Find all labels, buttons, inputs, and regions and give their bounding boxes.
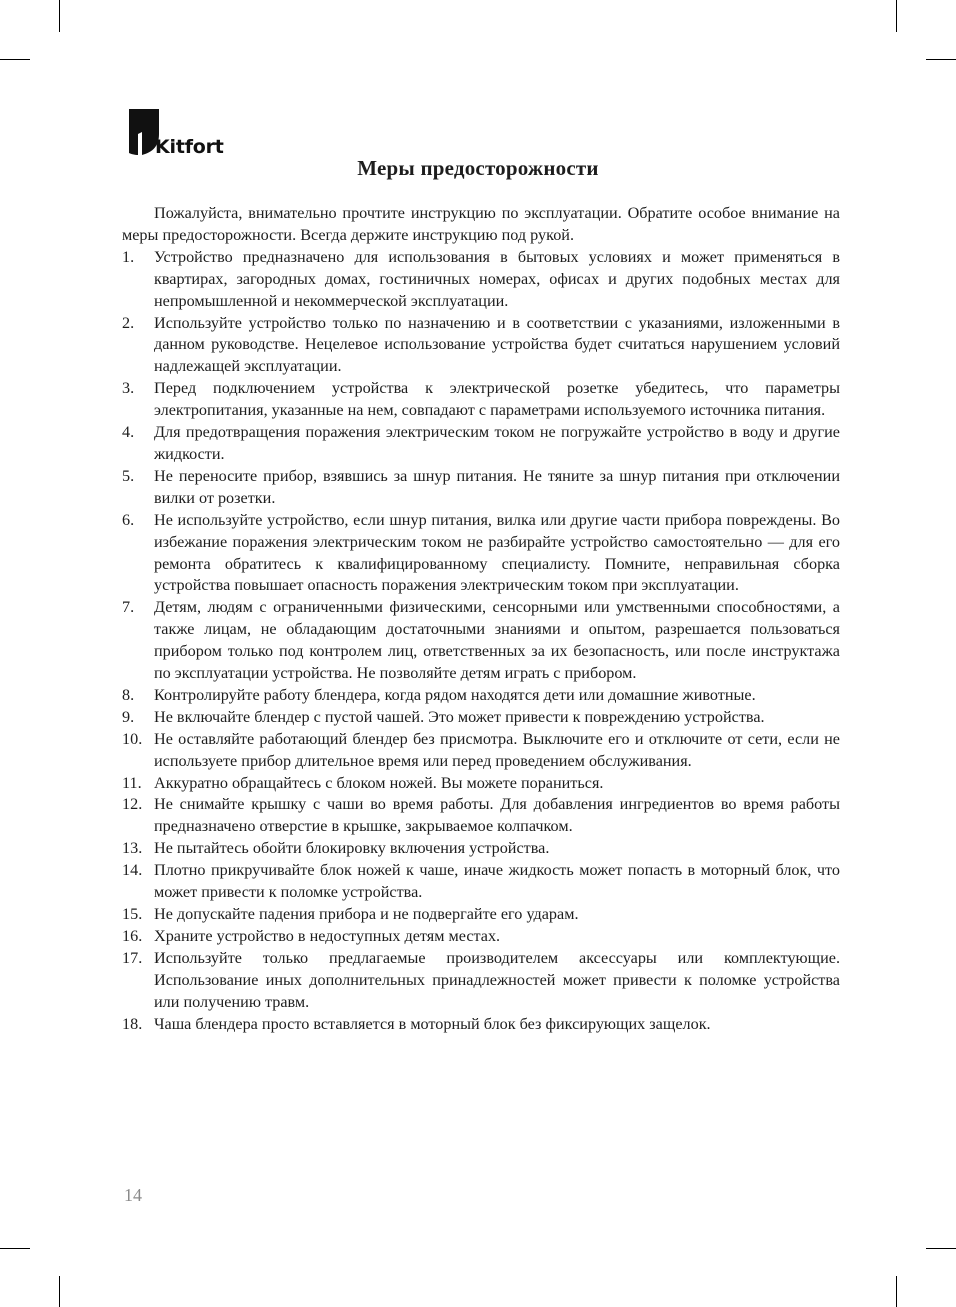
list-item: [122, 860, 840, 904]
item-number: 3.: [122, 379, 135, 398]
item-text: Аккуратно обращайтесь с блоком ножей. Вы можете пораниться.: [154, 773, 604, 792]
item-text: Не допускайте падения прибора и не подвергайте его ударам.: [154, 905, 579, 923]
page-number: 14: [124, 1185, 142, 1205]
list-item: [122, 794, 840, 838]
crop-mark-top-right-h: [926, 59, 956, 60]
crop-mark-bottom-right-v: [896, 1276, 897, 1307]
item-number: 17.: [122, 948, 143, 967]
item-text: Используйте устройство только по назначению и в соответствии с указаниями, изложенными в данном руководстве. Нецелевое использование устройства будет считаться нарушением условий надлежащей эксплуатации.: [154, 313, 840, 376]
item-text: Не снимайте крышку с чаши во время работы. Для добавления ингредиентов во время работы предназначено отверстие в крышке, закрываемое колпачком.: [154, 795, 840, 836]
item-number: 15.: [122, 905, 143, 923]
crop-mark-bottom-left-v: [59, 1276, 60, 1307]
item-number: 8.: [122, 685, 135, 704]
list-item: [122, 1014, 840, 1036]
list-item: [122, 904, 840, 926]
list-item: [122, 378, 840, 422]
precautions-list: [122, 247, 840, 1036]
list-item: [122, 597, 840, 685]
item-text: Перед подключением устройства к электрической розетке убедитесь, что параметры электропитания, указанные на нем, совпадают с параметрами используемого источника питания.: [154, 379, 840, 420]
item-text: Храните устройство в недоступных детям местах.: [154, 926, 501, 945]
crop-mark-top-left-h: [0, 59, 30, 60]
list-item: [122, 707, 840, 729]
list-item: [122, 926, 840, 948]
item-text: Плотно прикручивайте блок ножей к чаше, иначе жидкость может попасть в моторный блок, что может привести к поломке устройства.: [154, 861, 840, 902]
item-text: Контролируйте работу блендера, когда рядом находятся дети или домашние животные.: [154, 685, 756, 704]
list-item: [122, 948, 840, 1014]
crop-mark-top-right-v: [896, 0, 897, 32]
list-item: [122, 466, 840, 510]
list-item: [122, 313, 840, 379]
item-text: Не переносите прибор, взявшись за шнур питания. Не тяните за шнур питания при отключении вилки от розетки.: [154, 466, 840, 507]
list-item: [122, 422, 840, 466]
item-number: 5.: [122, 466, 135, 485]
list-item: [122, 729, 840, 773]
crop-mark-bottom-left-h: [0, 1248, 30, 1249]
item-text: Не пытайтесь обойти блокировку включения устройства.: [154, 839, 550, 858]
item-text: Устройство предназначено для использования в бытовых условиях и может применяться в квартирах, загородных домах, гостиничных номерах, офисах и других подобных местах для непромышленной и некоммерческой эксплуатации.: [154, 247, 840, 310]
item-text: Не включайте блендер с пустой чашей. Это может привести к повреждению устройства.: [154, 707, 765, 726]
item-text: Используйте только предлагаемые производителем аксессуары или комплектующие. Использование иных дополнительных принадлежностей может привести к поломке устройства или получению травм.: [154, 948, 840, 1011]
item-number: 13.: [122, 839, 143, 858]
item-number: 18.: [122, 1014, 143, 1033]
item-number: 10.: [122, 729, 143, 748]
document-body: [122, 203, 840, 1035]
item-number: 2.: [122, 313, 135, 332]
item-number: 16.: [122, 926, 143, 945]
list-item: [122, 838, 840, 860]
item-number: 6.: [122, 510, 135, 529]
list-item: [122, 685, 840, 707]
item-number: 9.: [122, 707, 135, 726]
item-number: 4.: [122, 423, 135, 442]
list-item: [122, 510, 840, 598]
crop-mark-top-left-v: [59, 0, 60, 32]
page-title: Меры предосторожности: [357, 156, 599, 180]
item-text: Детям, людям с ограниченными физическими, сенсорными или умственными способностями, а также лицам, не обладающим достаточными знаниями и опытом, разрешается пользоваться прибором только под контролем лиц, ответственных за их безопасность, или после инструктажа по эксплуатации устройства. Не позволяйте детям играть с прибором.: [154, 598, 840, 683]
crop-mark-bottom-right-h: [926, 1248, 956, 1249]
item-text: Не используйте устройство, если шнур питания, вилка или другие части прибора повреждены. Во избежание поражения электрическим током не разбирайте устройство самостоятельно — для его ремонта обратитесь к квалифицированному специалисту. Помните, неправильная сборка устройства повышает опасность поражения электрическим током при эксплуатации.: [154, 510, 840, 595]
intro-paragraph: Пожалуйста, внимательно прочтите инструкцию по эксплуатации. Обратите особое внимание на меры предосторожности. Всегда держите инструкцию под рукой.: [122, 204, 840, 244]
item-text: Для предотвращения поражения электрическим током не погружайте устройство в воду и другие жидкости.: [154, 423, 840, 463]
item-number: 1.: [122, 247, 135, 266]
item-number: 7.: [122, 598, 135, 617]
list-item: [122, 773, 840, 795]
item-number: 11.: [122, 773, 142, 792]
item-number: 14.: [122, 861, 143, 880]
kitfort-logo: [126, 108, 226, 158]
brand-name: Kitfort: [155, 136, 224, 158]
item-text: Чаша блендера просто вставляется в моторный блок без фиксирующих защелок.: [154, 1014, 711, 1033]
item-number: 12.: [122, 795, 143, 814]
list-item: [122, 247, 840, 313]
item-text: Не оставляйте работающий блендер без присмотра. Выключите его и отключите от сети, если не используете прибор длительное время или перед проведением обслуживания.: [154, 729, 840, 770]
